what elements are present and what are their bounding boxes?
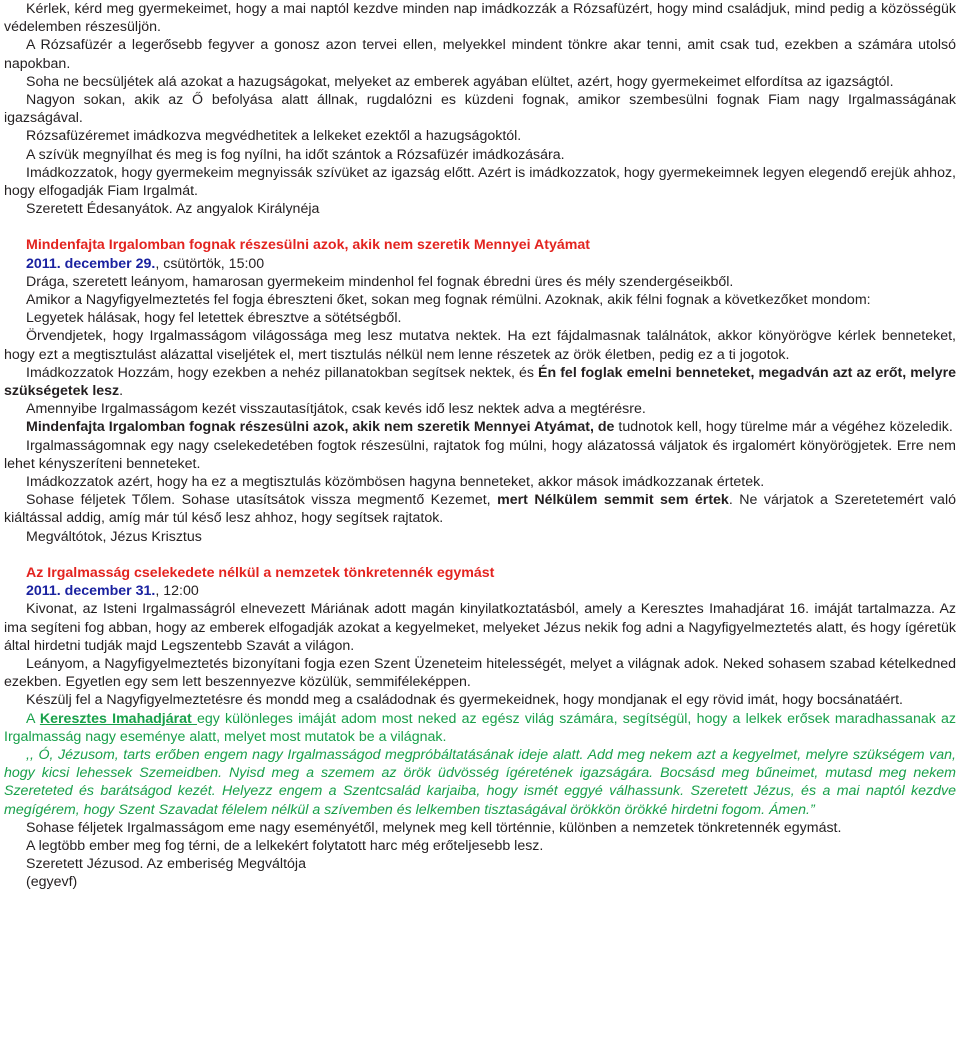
paragraph: Amennyibe Irgalmasságom kezét visszautasítjátok, csak kevés idő lesz nektek adva a megtérésre. [26,401,646,418]
paragraph: Leányom, a Nagyfigyelmeztetés bizonyítani fogja ezen Szent Üzeneteim hitelességét, melyet a világnak adok. Neked sohasem szabad kételkedned ezekben. Egyetlen egy sem lett beszennyezve közülük, semmiféleképpen. [4,655,956,691]
bold-text: Én fel foglak emelni benneteket, megadván azt az erőt, melyre szükségetek lesz [4,364,956,400]
paragraph [4,364,956,400]
paragraph: Irgalmasságomnak egy nagy cselekedetében fogtok részesülni, rajtatok fog múlni, hogy alázatossá váljatok és irgalomért könyörögjetek. Erre nem lehet kényszeríteni benneteket. [4,437,956,472]
text-run: . Ne várjatok a Szeretetemért való kiáltással addig, amíg már túl késő lesz ahhoz, hogy segítsek rajtatok. [4,492,956,527]
paragraph: Rózsafüzéremet imádkozva megvédhetitek a lelkeket ezektől a hazugságoktól. [26,128,522,145]
paragraph: Kérlek, kérd meg gyermekeimet, hogy a mai naptól kezdve minden nap imádkozzák a Rózsafüzért, hogy mind családjuk, mind pedig a közösségük védelemben részesüljön. [4,1,956,36]
paragraph [4,418,956,436]
date-bold: 2011. december 29. [26,255,156,272]
signature: Megváltótok, Jézus Krisztus [26,528,202,545]
crusade-prayer-link[interactable]: Keresztes Imahadjárat [39,710,197,727]
paragraph: Drága, szeretett leányom, hamarosan gyermekeim mindenhol fel fognak ébredni üres és mély szendergéseikből. [26,273,734,290]
text-run: Imádkozzatok Hozzám, hogy ezekben a nehéz pillanatokban segítsek nektek, és [26,364,539,381]
signature: Szeretett Jézusod. Az emberiség Megváltója [26,856,306,873]
paragraph: Legyetek hálásak, hogy fel letettek ébresztve a sötétségből. [26,310,402,327]
signature: Szeretett Édesanyátok. Az angyalok Királynéja [26,201,320,218]
section-title: Mindenfajta Irgalomban fognak részesülni azok, akik nem szeretik Mennyei Atyámat [26,237,590,254]
text-run: Sohase féljetek Tőlem. Sohase utasítsátok vissza megmentő Kezemet, [26,492,498,509]
paragraph: Soha ne becsüljétek alá azokat a hazugságokat, melyeket az emberek agyában elültet, azért, hogy gyermekeimet elfordítsa az igazságtól. [26,73,894,90]
paragraph: Örvendjetek, hogy Irgalmasságom világossága meg lesz mutatva nektek. Ha ezt fájdalmasnak találnátok, akkor könyörögve kérlek benneteket, hogy ezt a megtisztulást alázattal viseljétek el, mert tisztulás nélkül nem lenne részetek az örök életben, pedig ez a ti jogotok. [4,328,956,363]
paragraph: Nagyon sokan, akik az Ő befolyása alatt állnak, rugdalózni es küzdeni fognak, amikor szembesülni fognak Fiam nagy Irgalmasságának igazságával. [4,92,956,127]
text-run: A [26,710,40,727]
paragraph: Amikor a Nagyfigyelmeztetés fel fogja ébreszteni őket, sokan meg fognak rémülni. Azoknak, akik félni fognak a következőket mondom: [26,292,871,309]
paragraph: A legtöbb ember meg fog térni, de a lelkekért folytatott harc még erőteljesebb lesz. [26,837,544,854]
source-note: (egyevf) [26,874,78,891]
text-run: tudnotok kell, hogy türelme már a végéhez közeledik. [614,419,953,436]
paragraph: A Rózsafüzér a legerősebb fegyver a gonosz azon tervei ellen, melyekkel mindent tönkre akar tenni, amit csak tud, ezekben a számára utolsó napokban. [4,37,956,72]
section-title: Az Irgalmasság cselekedete nélkül a nemzetek tönkretennék egymást [26,564,495,581]
paragraph: Készülj fel a Nagyfigyelmeztetésre és mondd meg a családodnak és gyermekeidnek, hogy mondjanak el egy rövid imát, hogy bocsánatáért. [26,692,903,709]
prayer-text: ,, Ó, Jézusom, tarts erőben engem nagy Irgalmasságod megpróbáltatásának ideje alatt. Add meg nekem azt a kegyelmet, melyre szükségem van, hogy kicsi lehessek Szemeidben. Nyisd meg a szemem az örök üdvösség ígéretének igazságára. Bocsásd meg bűneimet, mutasd meg nekem Szereteted és barátságod kezét. Helyezz engem a Szentcsalád karjaiba, hogy ismét eggyé válhassunk. Szeretett Jézus, és a mai naptól kezdve megígérem, hogy Szent Szavadat félelem nélkül a szívemben és lelkemben tisztaságával örökkön örökké hirdetni fogom. Ámen.” [4,746,956,818]
text-run: egy különleges imáját adom most neked az egész világ számára, segítségül, hogy a lelkek erősek maradhassanak az Irgalmasság nagy eseménye alatt, melyet most mutatok be a világnak. [4,710,957,745]
paragraph [4,710,956,746]
spacer [4,546,956,564]
paragraph: Kivonat, az Isteni Irgalmasságról elnevezett Máriának adott magán kinyilatkoztatásból, amely a Keresztes Imahadjárat 16. imáját tartalmazza. Az ima segíteni fog abban, hogy az emberek elfogadják azokat a kegyelmeket, melyeket Jézus nekik fog adni a Nagyfigyelmeztetés alatt, és hogy ígéretük által hirdetni tudják majd Legszentebb Szavát a világon. [4,601,956,654]
paragraph: Imádkozzatok azért, hogy ha ez a megtisztulás közömbösen hagyna benneteket, akkor mások imádkozzanak értetek. [26,474,765,491]
date-rest: , 12:00 [155,583,199,600]
bold-text: mert Nélkülem semmit sem értek [497,492,729,509]
bold-text: Mindenfajta Irgalomban fognak részesülni azok, akik nem szeretik Mennyei Atyámat, de [26,419,615,436]
date-line [4,582,956,600]
date-bold: 2011. december 31. [26,583,156,600]
date-rest: , csütörtök, 15:00 [155,255,265,272]
paragraph: A szívük megnyílhat és meg is fog nyílni, ha időt szántok a Rózsafüzér imádkozására. [26,146,565,163]
paragraph: Sohase féljetek Irgalmasságom eme nagy eseményétől, melynek meg kell történnie, különben a nemzetek tönkretennék egymást. [26,819,842,836]
paragraph [4,491,956,527]
spacer [4,218,956,236]
date-line [4,255,956,273]
paragraph: Imádkozzatok, hogy gyermekeim megnyissák szívüket az igazság előtt. Azért is imádkozzatok, hogy gyermekeimnek legyen elegendő erejük ahhoz, hogy elfogadják Fiam Irgalmát. [4,164,956,200]
text-run: . [119,383,124,400]
